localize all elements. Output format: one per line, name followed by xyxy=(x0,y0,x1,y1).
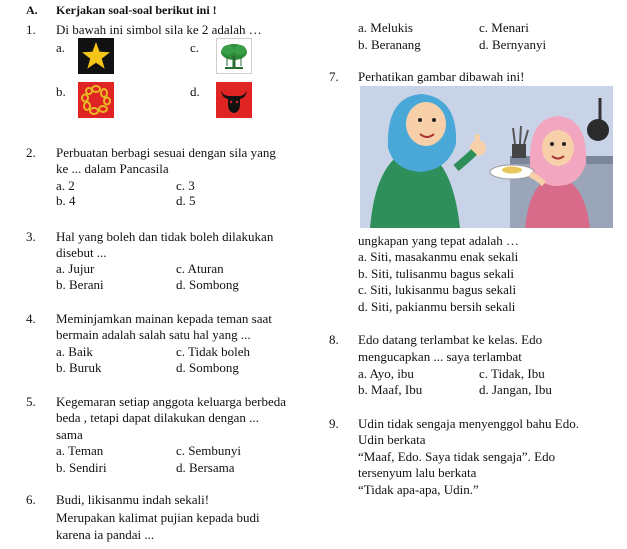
question-text-line-4: tersenyum lalu berkata xyxy=(358,465,477,480)
option-b: b. Maaf, Ibu xyxy=(358,382,423,397)
option-a: a. 2 xyxy=(56,178,75,193)
option-c: c. Aturan xyxy=(176,261,224,276)
option-a-letter: a. xyxy=(56,40,66,55)
section-title: Kerjakan soal-soal berikut ini ! xyxy=(56,3,217,17)
question-number: 9. xyxy=(329,416,339,431)
question-text-line-2: Merupakan kalimat pujian kepada budi xyxy=(56,510,260,525)
question-text-line-3: sama xyxy=(56,427,83,442)
question-text-line-1: Hal yang boleh dan tidak boleh dilakukan xyxy=(56,229,274,244)
question-text-line-2: mengucapkan ... saya terlambat xyxy=(358,349,522,364)
option-b: b. 4 xyxy=(56,193,76,208)
question-number: 7. xyxy=(329,69,339,84)
question-text-line-2: beda , tetapi dapat dilakukan dengan ... xyxy=(56,410,259,425)
option-c: c. Menari xyxy=(479,20,529,35)
question-text-line-2: Udin berkata xyxy=(358,432,426,447)
option-a: a. Melukis xyxy=(358,20,413,35)
option-c-letter: c. xyxy=(190,40,200,55)
question-text-line-1: Udin tidak sengaja menyenggol bahu Edo. xyxy=(358,416,579,431)
question-text-line-1: ungkapan yang tepat adalah … xyxy=(358,233,519,248)
option-d: d. Bernyanyi xyxy=(479,37,547,52)
option-a: a. Teman xyxy=(56,443,104,458)
option-b: b. Buruk xyxy=(56,360,102,375)
star-icon xyxy=(78,38,114,74)
question-text-line-1: Perbuatan berbagi sesuai dengan sila yang xyxy=(56,145,276,160)
option-b: b. Beranang xyxy=(358,37,421,52)
option-d: d. Sombong xyxy=(176,360,239,375)
question-number: 3. xyxy=(26,229,36,244)
option-c: c. Sembunyi xyxy=(176,443,241,458)
option-b-letter: b. xyxy=(56,84,66,99)
question-text-line-2: disebut ... xyxy=(56,245,107,260)
bull-head-icon xyxy=(216,82,252,118)
option-d: d. 5 xyxy=(176,193,196,208)
question-number: 2. xyxy=(26,145,36,160)
option-b: b. Berani xyxy=(56,277,104,292)
question-text-line-1: Edo datang terlambat ke kelas. Edo xyxy=(358,332,543,347)
question-number: 1. xyxy=(26,22,36,37)
question-text-line-2: bermain adalah salah satu hal yang ... xyxy=(56,327,251,342)
option-c: c. Tidak boleh xyxy=(176,344,251,359)
question-text: Di bawah ini simbol sila ke 2 adalah … xyxy=(56,22,262,37)
question-text-line-1: Meminjamkan mainan kepada teman saat xyxy=(56,311,272,326)
question-text-line-3: “Maaf, Edo. Saya tidak sengaja”. Edo xyxy=(358,449,556,464)
option-c: c. Siti, lukisanmu bagus sekali xyxy=(358,282,517,297)
option-d: d. Siti, pakianmu bersih sekali xyxy=(358,299,516,314)
mother-and-daughter-cooking-illustration xyxy=(360,86,613,228)
question-text-line-5: “Tidak apa-apa, Udin.” xyxy=(358,482,479,497)
question-number: 8. xyxy=(329,332,339,347)
option-a: a. Siti, masakanmu enak sekali xyxy=(358,249,519,264)
option-c: c. 3 xyxy=(176,178,195,193)
question-text-line-3: karena ia pandai ... xyxy=(56,527,155,542)
option-b: b. Sendiri xyxy=(56,460,107,475)
question-text: Perhatikan gambar dibawah ini! xyxy=(358,69,525,84)
question-text-line-1: Budi, likisanmu indah sekali! xyxy=(56,492,210,507)
option-d: d. Sombong xyxy=(176,277,239,292)
question-text-line-2: ke ... dalam Pancasila xyxy=(56,161,169,176)
option-a: a. Ayo, ibu xyxy=(358,366,414,381)
question-number: 6. xyxy=(26,492,36,507)
section-letter: A. xyxy=(26,3,38,17)
option-d-letter: d. xyxy=(190,84,200,99)
option-a: a. Baik xyxy=(56,344,93,359)
option-d: d. Jangan, Ibu xyxy=(479,382,552,397)
option-d: d. Bersama xyxy=(176,460,235,475)
question-text-line-1: Kegemaran setiap anggota keluarga berbeda xyxy=(56,394,287,409)
option-b: b. Siti, tulisanmu bagus sekali xyxy=(358,266,514,281)
option-a: a. Jujur xyxy=(56,261,95,276)
option-c: c. Tidak, Ibu xyxy=(479,366,545,381)
banyan-tree-icon xyxy=(216,38,252,74)
question-number: 4. xyxy=(26,311,36,326)
question-number: 5. xyxy=(26,394,36,409)
chain-icon xyxy=(78,82,114,118)
